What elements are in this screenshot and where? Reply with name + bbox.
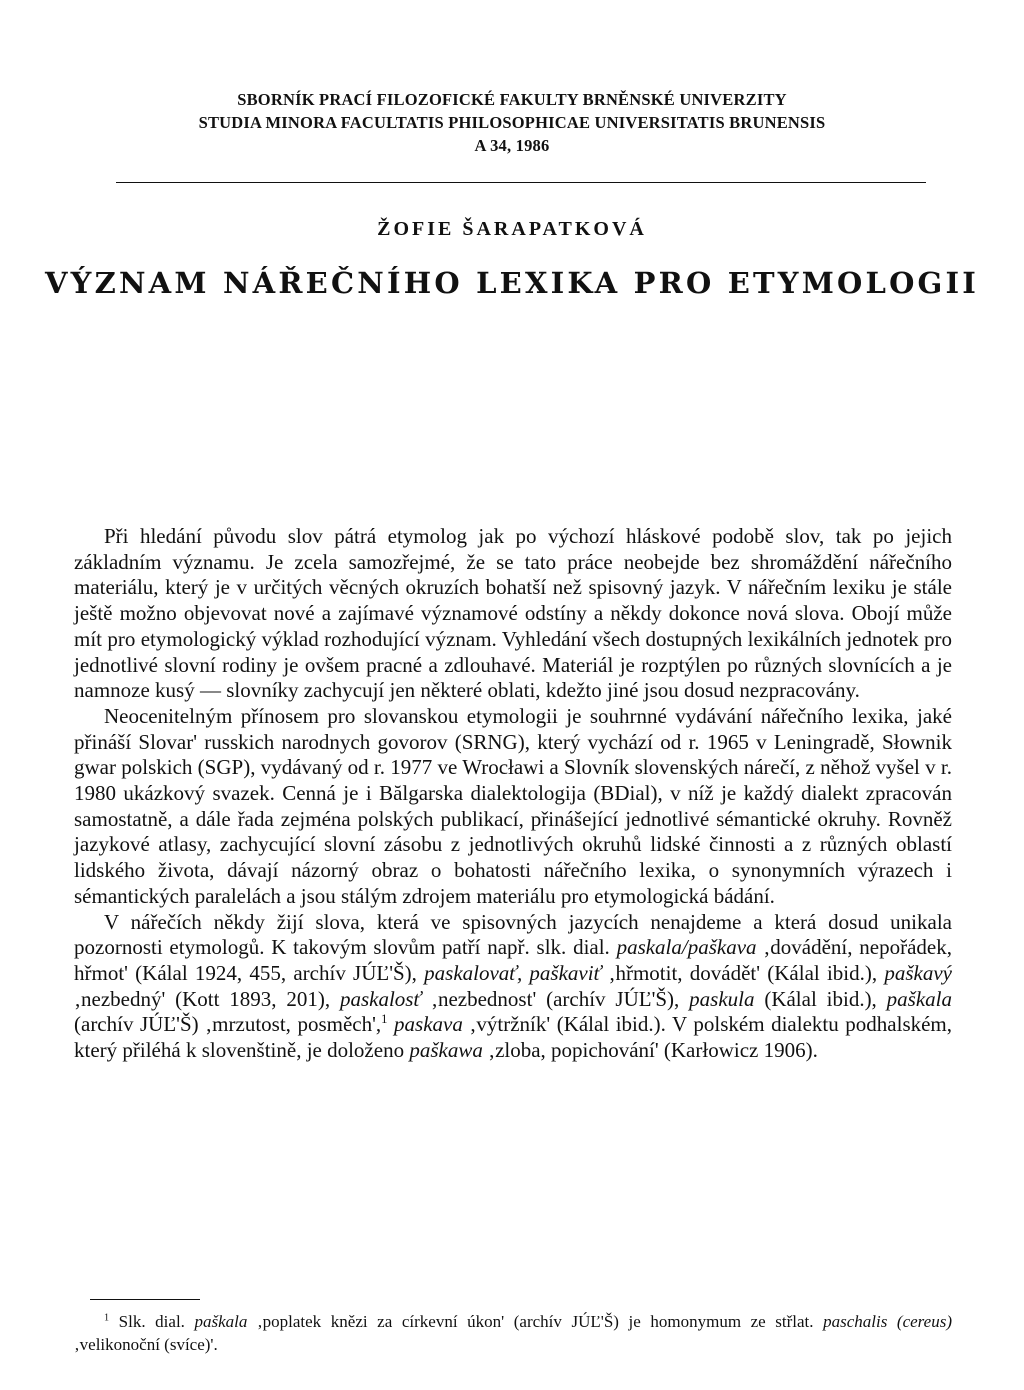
footnote-reference[interactable]: 1 bbox=[381, 1012, 388, 1027]
paragraph-3 bbox=[74, 910, 952, 1064]
cited-word: paškawa bbox=[409, 1038, 483, 1063]
text-run: Slk. dial. bbox=[109, 1312, 195, 1331]
article-body bbox=[74, 524, 952, 1064]
cited-word: paskalovať, paškaviť bbox=[424, 960, 602, 985]
text-run: ‚zloba, popichování' (Karłowicz 1906). bbox=[482, 1038, 818, 1063]
text-run: ‚poplatek knězi za církevní úkon' (archív JÚĽ'Š) je homonymum ze střlat. bbox=[247, 1312, 824, 1331]
text-run: ‚hřmotit, dovádět' (Kálal ibid.), bbox=[601, 960, 885, 985]
cited-word: paskula bbox=[689, 986, 755, 1011]
paragraph-2: Neocenitelným přínosem pro slovanskou etymologii je souhrnné vydávání nářečního lexika, jaké přináší Slovar' russkich narodnych govorov (SRNG), který vychází od r. 1965 v Leningradě, Słownik gwar polskich (SGP), vydávaný od r. 1977 ve Wrocławi a Slovník slovenských nárečí, z něhož vyšel v r. 1980 ukázkový svazek. Cenná je i Bălgarska dialektologija (BDial), v níž je každý dialekt zpracován samostatně, a dále řada zejména polských publikací, přinášející jednotlivé sémantické okruhy. Rovněž jazykové atlasy, zachycující slovní zásobu z jednotlivých okruhů lidské činnosti a z různých oblastí lidského života, dávají názorný obraz o bohatosti nářečního lexika, o synonymních výrazech i sémantických paralelách a jsou stálým zdrojem materiálu pro etymologická bádání. bbox=[74, 703, 952, 908]
journal-header-line-1: SBORNÍK PRACÍ FILOZOFICKÉ FAKULTY BRNĚNSKÉ UNIVERZITY bbox=[237, 90, 787, 109]
journal-header-line-3: A 34, 1986 bbox=[474, 136, 550, 155]
cited-word: paškala bbox=[886, 986, 952, 1011]
journal-header-line-2: STUDIA MINORA FACULTATIS PHILOSOPHICAE UNIVERSITATIS BRUNENSIS bbox=[198, 113, 826, 132]
cited-word: paskalosť bbox=[339, 986, 422, 1011]
header-divider bbox=[116, 182, 926, 183]
text-run: V nářečích někdy žijí slova, která ve spisovných jazycích nenajdeme a která dosud unikala pozornosti etymologů. K takovým slovům patří např. slk. dial. bbox=[74, 909, 952, 960]
paragraph-1: Při hledání původu slov pátrá etymolog jak po výchozí hláskové podobě slov, tak po jejich základním významu. Je zcela samozřejmé, že se tato práce neobejde bez shromáždění nářečního materiálu, který je v určitých věcných okruzích bohatší než spisovný jazyk. V nářečním lexiku je stále ještě možno objevovat nové a zajímavé významové odstíny a někdy dokonce nová slova. Obojí může mít pro etymologický výklad rozhodující význam. Vyhledání všech dostupných lexikálních jednotek pro jednotlivé slovní rodiny je ovšem pracné a zdlouhavé. Materiál je rozptýlen po různých slovnících a je namnoze kusý — slovníky zachycují jen některé oblati, kdežto jiné jsou dosud nezpracovány. bbox=[74, 524, 952, 703]
cited-word: paškala bbox=[194, 1312, 248, 1331]
footnote-1 bbox=[74, 1310, 952, 1356]
text-run: ‚nezbedný' (Kott 1893, 201), bbox=[74, 986, 340, 1011]
article-title: VÝZNAM NÁŘEČNÍHO LEXIKA PRO ETYMOLOGII bbox=[44, 266, 980, 300]
cited-word: paskala/paškava bbox=[616, 935, 757, 960]
text-run: ‚výtržník' (Kálal ibid.). V polském dialektu podhalském, který přiléhá k slovenštině, je doloženo bbox=[74, 1012, 953, 1063]
cited-word: paschalis (cereus) bbox=[823, 1312, 952, 1331]
footnote-divider bbox=[90, 1299, 200, 1300]
author-name: ŽOFIE ŠARAPATKOVÁ bbox=[377, 218, 647, 240]
text-run: ‚nezbednost' (archív JÚĽ'Š), bbox=[421, 986, 690, 1011]
journal-header bbox=[0, 88, 1024, 157]
cited-word: paskava bbox=[394, 1012, 463, 1037]
text-run: ‚velikonoční (svíce)'. bbox=[74, 1335, 218, 1354]
text-run: ‚dovádění, nepořádek, hřmot' (Kálal 1924, 455, archív JÚĽ'Š), bbox=[74, 935, 952, 985]
text-run: (archív JÚĽ'Š) ‚mrzutost, posměch', bbox=[74, 1012, 382, 1037]
footnote-marker: 1 bbox=[104, 1312, 110, 1324]
text-run: (Kálal ibid.), bbox=[754, 986, 887, 1011]
footnote bbox=[74, 1310, 952, 1356]
cited-word: paškavý bbox=[884, 960, 952, 985]
